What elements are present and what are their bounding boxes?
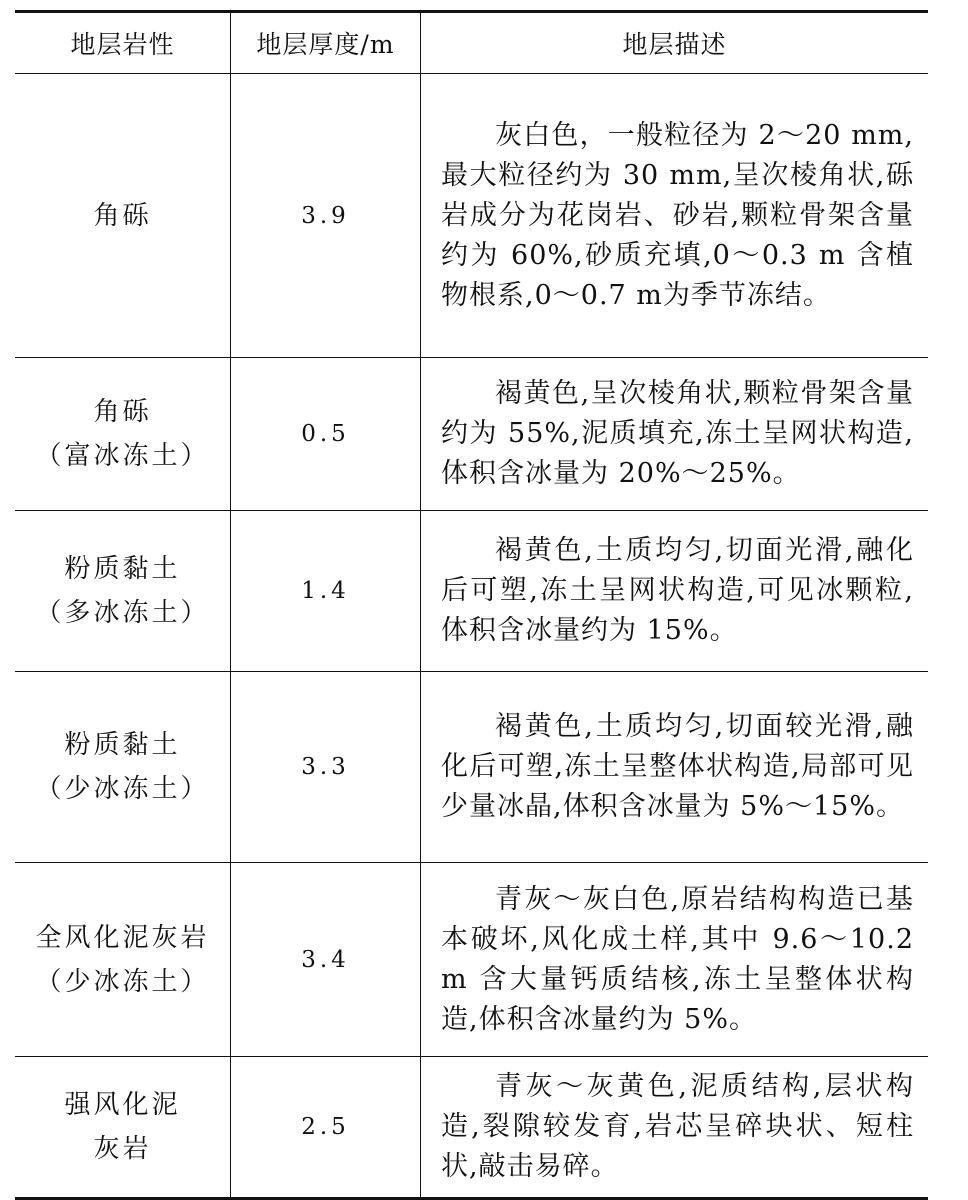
lithology-note: 灰岩 — [93, 1134, 152, 1164]
description-cell — [421, 511, 928, 671]
lithology-note: （少冰冻土） — [35, 966, 210, 997]
lithology-name: 强风化泥 — [64, 1090, 181, 1120]
lithology-cell — [15, 74, 231, 357]
lithology-cell — [15, 358, 231, 510]
table-row — [15, 74, 928, 358]
lithology-cell — [15, 863, 231, 1056]
description-text: 褐黄色,土质均匀,切面较光滑,融化后可塑,冻土呈整体状构造,局部可见少量冰晶,体积含冰量为 5%～15%。 — [441, 711, 914, 822]
description-text: 灰白色，一般粒径为 2～20 mm,最大粒径约为 30 mm,呈次棱角状,砾岩成分为花岗岩、砂岩,颗粒骨架含量约为 60%,砂质充填,0～0.3 m 含植物根系,0～0.7 m为季节冻结。 — [441, 119, 914, 311]
lithology-name: 角砾 — [93, 397, 152, 427]
thickness-cell: 3.4 — [231, 863, 421, 1056]
thickness-cell: 3.3 — [231, 672, 421, 862]
header-lithology: 地层岩性 — [15, 13, 231, 73]
lithology-name: 角砾 — [93, 200, 152, 231]
description-text: 褐黄色,土质均匀,切面光滑,融化后可塑,冻土呈网状构造,可见冰颗粒,体积含冰量约为 15%。 — [441, 535, 914, 646]
thickness-cell: 3.9 — [231, 74, 421, 357]
thickness-cell: 0.5 — [231, 358, 421, 510]
lithology-name: 全风化泥灰岩 — [35, 922, 210, 953]
thickness-cell: 2.5 — [231, 1057, 421, 1197]
lithology-note: （少冰冻土） — [35, 774, 210, 804]
description-cell — [421, 1057, 928, 1197]
header-thickness: 地层厚度/m — [231, 13, 421, 73]
lithology-cell — [15, 672, 231, 862]
header-description: 地层描述 — [622, 30, 727, 59]
table-row — [15, 1057, 928, 1197]
lithology-name: 粉质黏土 — [64, 730, 181, 760]
description-text: 青灰～灰黄色,泥质结构,层状构造,裂隙较发育,岩芯呈碎块状、短柱状,敲击易碎。 — [441, 1071, 914, 1182]
description-text: 褐黄色,呈次棱角状,颗粒骨架含量约为 55%,泥质填充,冻土呈网状构造,体积含冰量为 20%～25%。 — [441, 378, 914, 489]
description-cell — [421, 672, 928, 862]
description-cell — [421, 74, 928, 357]
description-text: 青灰～灰白色,原岩结构构造已基本破坏,风化成土样,其中 9.6～10.2 m 含大量钙质结核,冻土呈整体状构造,体积含冰量约为 5%。 — [441, 883, 914, 1035]
lithology-note: （多冰冻土） — [35, 598, 210, 628]
lithology-cell — [15, 511, 231, 671]
description-cell — [421, 358, 928, 510]
thickness-cell: 1.4 — [231, 511, 421, 671]
table-header-row — [15, 13, 928, 74]
description-cell — [421, 863, 928, 1056]
table-row — [15, 358, 928, 511]
table-row — [15, 511, 928, 672]
table-row — [15, 863, 928, 1057]
lithology-name: 粉质黏土 — [64, 554, 181, 584]
lithology-cell — [15, 1057, 231, 1197]
strata-table — [15, 10, 928, 1200]
lithology-note: （富冰冻土） — [35, 441, 210, 471]
table-row — [15, 672, 928, 863]
